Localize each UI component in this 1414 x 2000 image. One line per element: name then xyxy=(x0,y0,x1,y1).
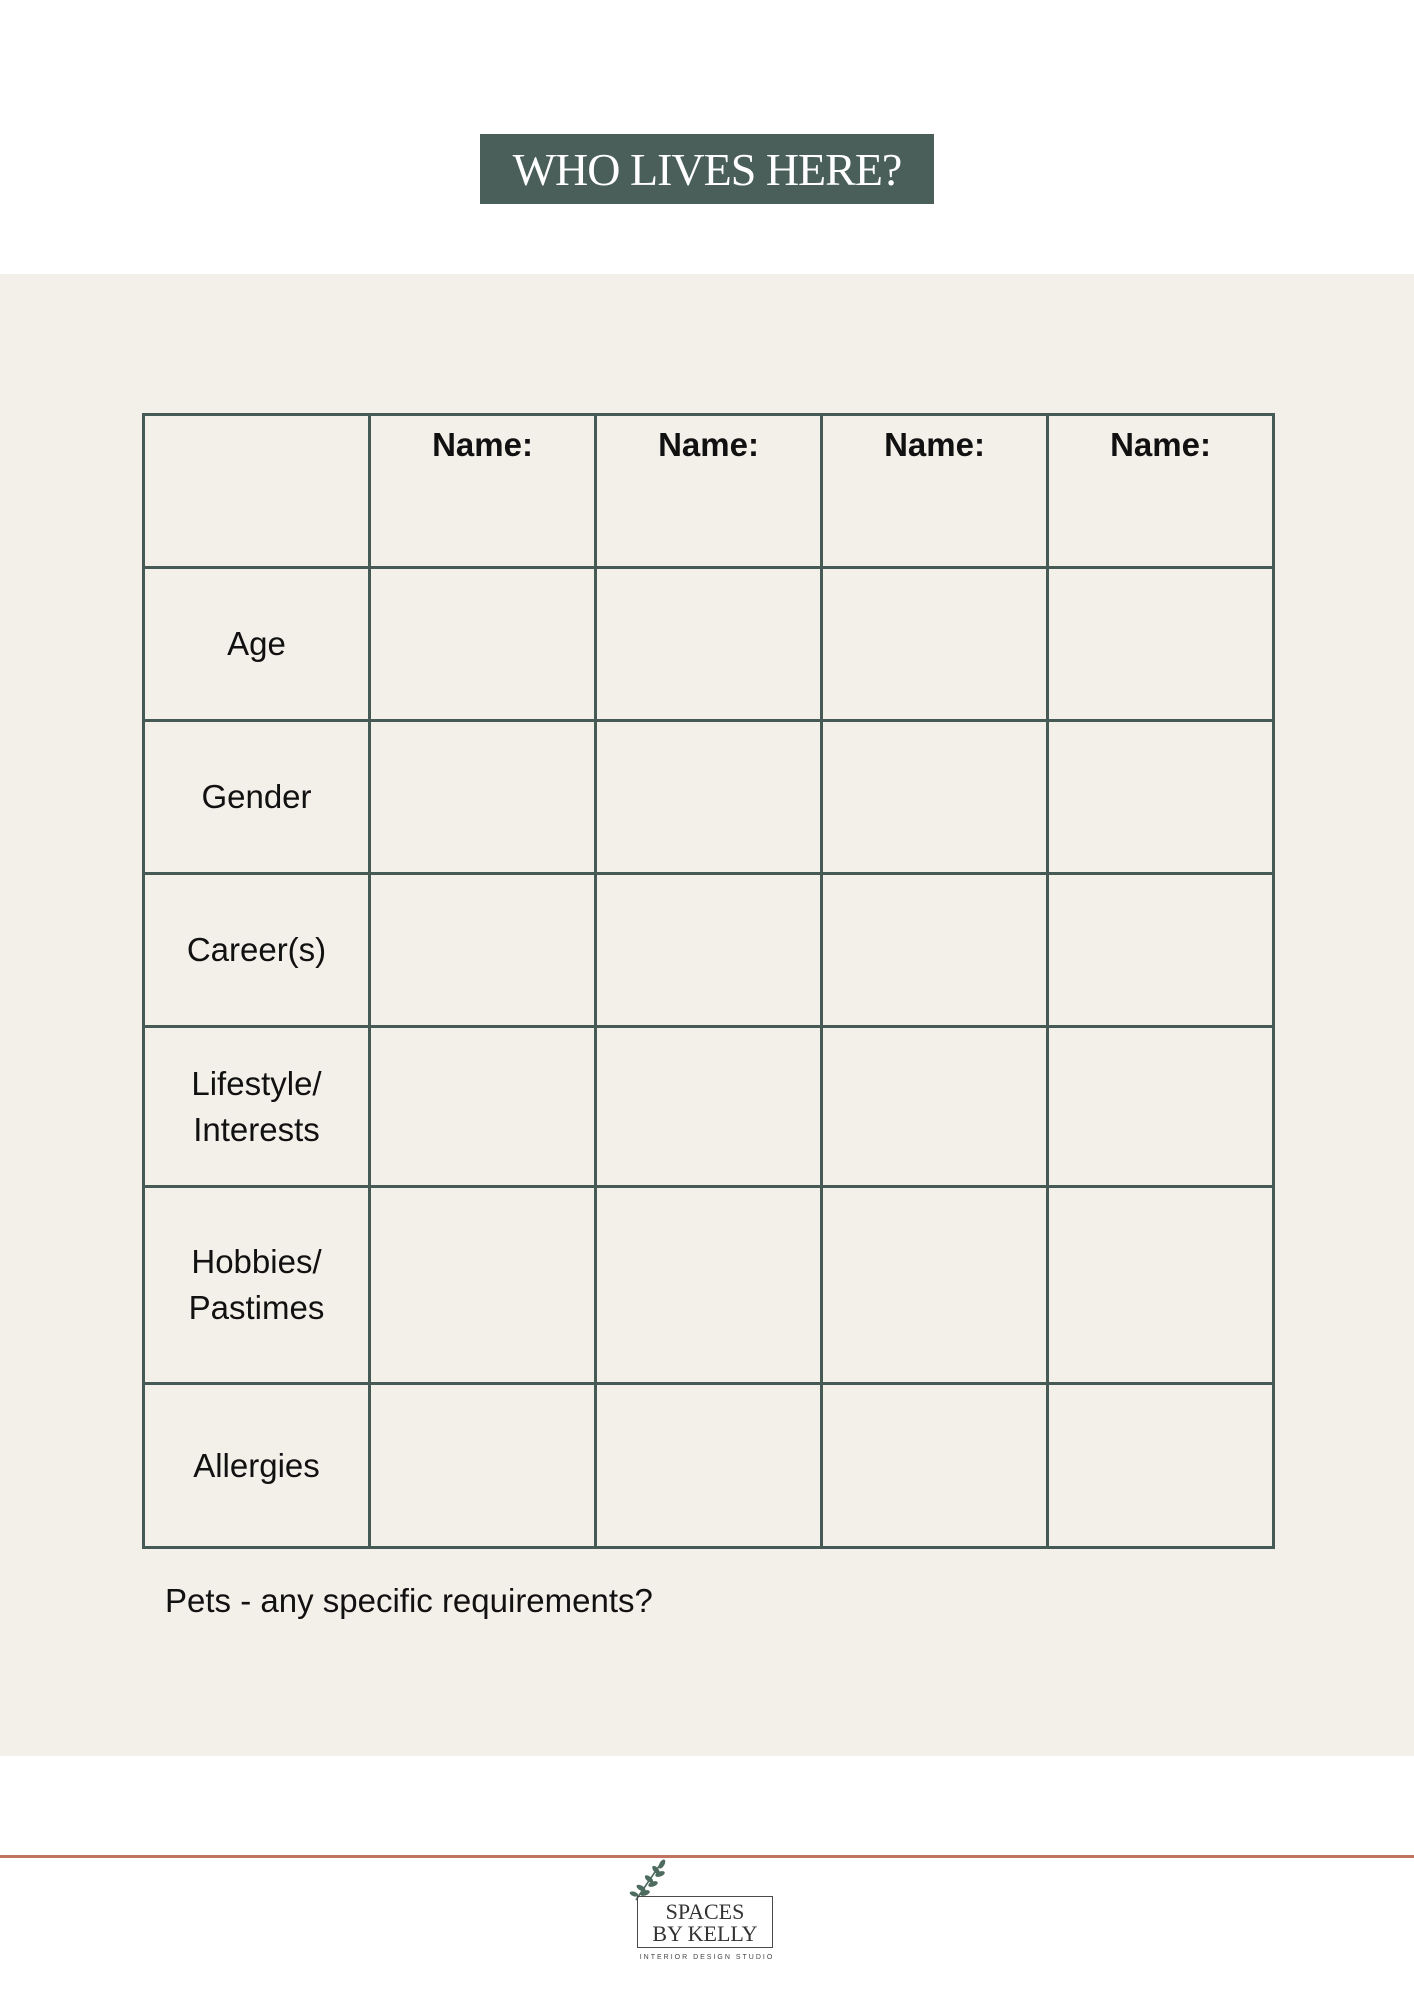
pets-question: Pets - any specific requirements? xyxy=(165,1582,653,1619)
career-cell-2[interactable] xyxy=(596,874,822,1027)
gender-cell-2[interactable] xyxy=(596,721,822,874)
allergies-cell-2[interactable] xyxy=(596,1384,822,1548)
logo-wordmark xyxy=(637,1896,773,1948)
name-header-3[interactable]: Name: xyxy=(822,415,1048,568)
allergies-cell-1[interactable] xyxy=(370,1384,596,1548)
table-row-hobbies xyxy=(144,1187,1274,1384)
allergies-cell-4[interactable] xyxy=(1048,1384,1274,1548)
table-row-careers xyxy=(144,874,1274,1027)
lifestyle-cell-2[interactable] xyxy=(596,1027,822,1187)
gender-cell-3[interactable] xyxy=(822,721,1048,874)
table-row-allergies xyxy=(144,1384,1274,1548)
row-label-hobbies: Hobbies/ Pastimes xyxy=(144,1187,370,1384)
age-cell-3[interactable] xyxy=(822,568,1048,721)
age-cell-2[interactable] xyxy=(596,568,822,721)
table-row-age xyxy=(144,568,1274,721)
row-label-age: Age xyxy=(144,568,370,721)
name-header-1[interactable]: Name: xyxy=(370,415,596,568)
age-cell-4[interactable] xyxy=(1048,568,1274,721)
logo-line-1: SPACES xyxy=(665,1899,745,1924)
name-header-4[interactable]: Name: xyxy=(1048,415,1274,568)
hobbies-cell-1[interactable] xyxy=(370,1187,596,1384)
career-cell-1[interactable] xyxy=(370,874,596,1027)
logo-line-2: BY KELLY xyxy=(652,1921,758,1946)
brand-logo xyxy=(620,1858,794,1968)
logo-tagline: INTERIOR DESIGN STUDIO xyxy=(639,1954,775,1961)
allergies-cell-3[interactable] xyxy=(822,1384,1048,1548)
table-row-lifestyle xyxy=(144,1027,1274,1187)
row-label-careers: Career(s) xyxy=(144,874,370,1027)
hobbies-cell-2[interactable] xyxy=(596,1187,822,1384)
gender-cell-1[interactable] xyxy=(370,721,596,874)
table-row-gender xyxy=(144,721,1274,874)
household-table xyxy=(142,413,1275,1549)
page-title: WHO LIVES HERE? xyxy=(480,134,934,204)
header-blank-cell xyxy=(144,415,370,568)
career-cell-3[interactable] xyxy=(822,874,1048,1027)
row-label-allergies: Allergies xyxy=(144,1384,370,1548)
table-header-row xyxy=(144,415,1274,568)
lifestyle-cell-1[interactable] xyxy=(370,1027,596,1187)
gender-cell-4[interactable] xyxy=(1048,721,1274,874)
lifestyle-cell-4[interactable] xyxy=(1048,1027,1274,1187)
hobbies-cell-4[interactable] xyxy=(1048,1187,1274,1384)
age-cell-1[interactable] xyxy=(370,568,596,721)
row-label-gender: Gender xyxy=(144,721,370,874)
name-header-2[interactable]: Name: xyxy=(596,415,822,568)
career-cell-4[interactable] xyxy=(1048,874,1274,1027)
lifestyle-cell-3[interactable] xyxy=(822,1027,1048,1187)
hobbies-cell-3[interactable] xyxy=(822,1187,1048,1384)
row-label-lifestyle: Lifestyle/ Interests xyxy=(144,1027,370,1187)
